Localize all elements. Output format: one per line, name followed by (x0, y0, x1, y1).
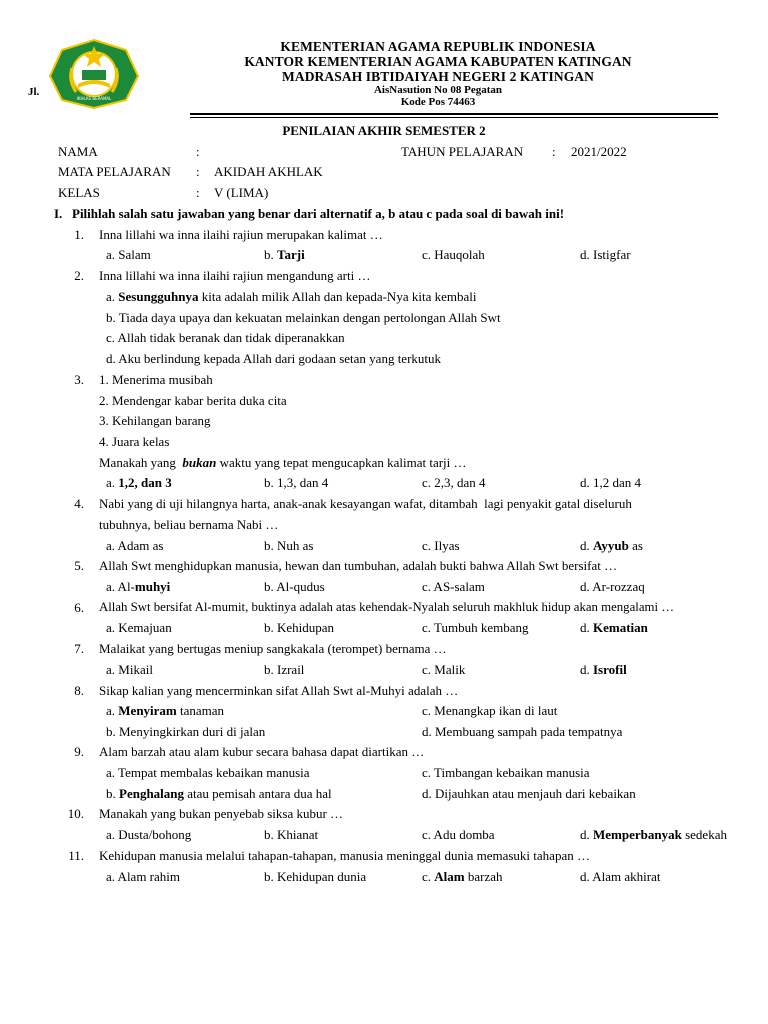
q1-option-b: b. Tarji (264, 247, 305, 262)
section-instruction: Pilihlah salah satu jawaban yang benar dari alternatif a, b atau c pada soal di bawah ini! (72, 206, 565, 221)
q11-text: Kehidupan manusia melalui tahapan-tahapan, manusia meninggal dunia memasuki tahapan … (99, 848, 590, 863)
q6-option-c: c. Tumbuh kembang (422, 620, 529, 635)
q10-number: 10. (67, 806, 84, 821)
q2-option-a: a. Sesungguhnya kita adalah milik Allah dan kepada-Nya kita kembali (106, 289, 477, 304)
tahun-label: TAHUN PELAJARAN (401, 144, 524, 159)
q5-option-d: d. Ar-rozzaq (580, 579, 645, 594)
q4-option-b: b. Nuh as (264, 538, 314, 553)
q1-option-d: d. Istigfar (580, 247, 631, 262)
nama-colon: : (196, 144, 200, 159)
q4-number: 4. (74, 496, 84, 511)
q10-option-d: d. Memperbanyak sedekah (580, 827, 727, 842)
q1-text: Inna lillahi wa inna ilaihi rajiun merupakan kalimat … (99, 227, 383, 242)
q6-number: 6. (74, 600, 84, 615)
q3-item-1: 1. Menerima musibah (99, 372, 213, 387)
nama-label: NAMA (58, 144, 98, 159)
q6-option-a: a. Kemajuan (106, 620, 172, 635)
logo-text: IKHLAS BERAMAL (76, 96, 112, 101)
q6-option-d: d. Kematian (580, 620, 648, 635)
q1-number: 1. (74, 227, 84, 242)
q7-option-d: d. Isrofil (580, 662, 627, 677)
q4-text-line1: Nabi yang di uji hilangnya harta, anak-anak kesayangan wafat, ditambah lagi penyakit gatal diseluruh (99, 496, 632, 511)
kelas-value: V (LIMA) (214, 185, 269, 200)
q9-text: Alam barzah atau alam kubur secara bahasa dapat diartikan … (99, 744, 425, 759)
header-address: AisNasution No 08 Pegatan (373, 84, 503, 96)
q10-text: Manakah yang bukan penyebab siksa kubur … (99, 806, 344, 821)
header-divider-thin (190, 117, 718, 118)
q8-number: 8. (74, 683, 84, 698)
q11-number: 11. (68, 848, 84, 863)
q7-option-a: a. Mikail (106, 662, 153, 677)
q10-option-b: b. Khianat (264, 827, 319, 842)
q5-text: Allah Swt menghidupkan manusia, hewan dan tumbuhan, adalah bukti bahwa Allah Swt bersifat … (99, 558, 618, 573)
q2-option-d: d. Aku berlindung kepada Allah dari godaan setan yang terkutuk (106, 351, 442, 366)
q2-option-b: b. Tiada daya upaya dan kekuatan melainkan dengan pertolongan Allah Swt (106, 310, 501, 325)
q8-option-c: c. Menangkap ikan di laut (422, 703, 558, 718)
q3-text: Manakah yang bukan waktu yang tepat mengucapkan kalimat tarji … (99, 455, 467, 470)
q10-option-c: c. Adu domba (422, 827, 495, 842)
q3-option-d: d. 1,2 dan 4 (580, 475, 642, 490)
q7-text: Malaikat yang bertugas meniup sangkakala (terompet) bernama … (99, 641, 447, 656)
q4-text-line2: tubuhnya, beliau bernama Nabi … (99, 517, 279, 532)
q3-item-4: 4. Juara kelas (99, 434, 170, 449)
q3-option-a: a. 1,2, dan 3 (106, 475, 172, 490)
header-ministry: KEMENTERIAN AGAMA REPUBLIK INDONESIA (280, 39, 596, 54)
tahun-colon: : (552, 144, 556, 159)
q6-option-b: b. Kehidupan (264, 620, 335, 635)
q6-text: Allah Swt bersifat Al-mumit, buktinya adalah atas kehendak-Nyalah seluruh makhluk hidup akan mengalami … (99, 600, 675, 614)
q3-number: 3. (74, 372, 84, 387)
q11-option-d: d. Alam akhirat (580, 869, 661, 884)
q3-option-c: c. 2,3, dan 4 (422, 475, 486, 490)
header-school: MADRASAH IBTIDAIYAH NEGERI 2 KATINGAN (282, 69, 594, 84)
q4-option-a: a. Adam as (106, 538, 164, 553)
tahun-value: 2021/2022 (571, 144, 627, 159)
header-postcode: Kode Pos 74463 (400, 96, 476, 108)
q7-option-c: c. Malik (422, 662, 466, 677)
exam-title: PENILAIAN AKHIR SEMESTER 2 (282, 123, 486, 138)
q9-option-a: a. Tempat membalas kebaikan manusia (106, 765, 310, 780)
q11-option-c: c. Alam barzah (422, 869, 503, 884)
header-divider-thick (190, 113, 718, 115)
mapel-label: MATA PELAJARAN (58, 164, 171, 179)
q1-option-a: a. Salam (106, 247, 151, 262)
q4-option-d: d. Ayyub as (580, 538, 643, 553)
kelas-label: KELAS (58, 185, 100, 200)
q8-text: Sikap kalian yang mencerminkan sifat Allah Swt al-Muhyi adalah … (99, 683, 459, 698)
q5-number: 5. (74, 558, 84, 573)
q2-text: Inna lillahi wa inna ilaihi rajiun mengandung arti … (99, 268, 371, 283)
q9-option-d: d. Dijauhkan atau menjauh dari kebaikan (422, 786, 636, 801)
q10-option-a: a. Dusta/bohong (106, 827, 192, 842)
header-office: KANTOR KEMENTERIAN AGAMA KABUPATEN KATINGAN (244, 54, 632, 69)
mapel-value: AKIDAH AKHLAK (214, 164, 323, 179)
q9-option-b: b. Penghalang atau pemisah antara dua hal (106, 786, 332, 801)
header-jl: Jl. (28, 86, 40, 98)
mapel-colon: : (196, 164, 200, 179)
q7-option-b: b. Izrail (264, 662, 305, 677)
q2-number: 2. (74, 268, 84, 283)
q9-option-c: c. Timbangan kebaikan manusia (422, 765, 590, 780)
q3-item-2: 2. Mendengar kabar berita duka cita (99, 393, 287, 408)
q7-number: 7. (74, 641, 84, 656)
q11-option-a: a. Alam rahim (106, 869, 181, 884)
kelas-colon: : (196, 185, 200, 200)
q9-number: 9. (74, 744, 84, 759)
q5-option-b: b. Al-qudus (264, 579, 325, 594)
section-number: I. (54, 206, 63, 221)
q8-option-b: b. Menyingkirkan duri di jalan (106, 724, 266, 739)
q8-option-a: a. Menyiram tanaman (106, 703, 225, 718)
q4-option-c: c. Ilyas (422, 538, 460, 553)
q11-option-b: b. Kehidupan dunia (264, 869, 367, 884)
kemenag-logo (48, 38, 140, 110)
q5-option-c: c. AS-salam (422, 579, 485, 594)
q2-option-c: c. Allah tidak beranak dan tidak diperanakkan (106, 330, 345, 345)
q5-option-a: a. Al-muhyi (106, 579, 171, 594)
q3-item-3: 3. Kehilangan barang (99, 413, 211, 428)
q3-option-b: b. 1,3, dan 4 (264, 475, 329, 490)
q8-option-d: d. Membuang sampah pada tempatnya (422, 724, 623, 739)
q1-option-c: c. Hauqolah (422, 247, 485, 262)
